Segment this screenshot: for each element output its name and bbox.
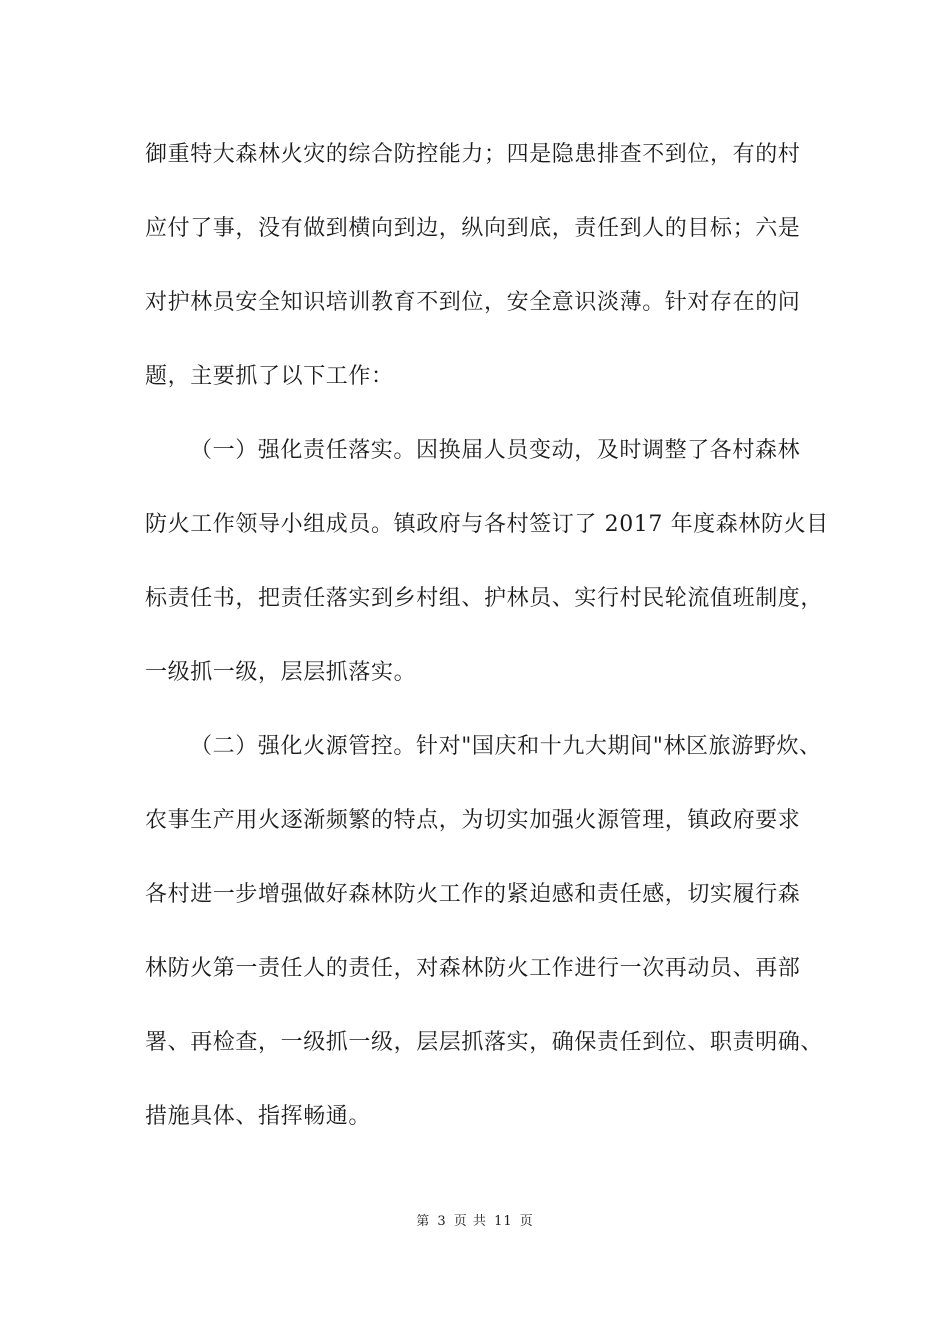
text-line: 应付了事，没有做到横向到边，纵向到底，责任到人的目标；六是 xyxy=(145,216,801,241)
text-line: 防火工作领导小组成员。镇政府与各村签订了 2017 年度森林防火目 xyxy=(145,512,829,537)
text-line: 标责任书，把责任落实到乡村组、护林员、实行村民轮流值班制度， xyxy=(145,586,824,611)
text-line: 农事生产用火逐渐频繁的特点，为切实加强火源管理，镇政府要求 xyxy=(145,808,801,833)
total-pages-number: 11 xyxy=(494,1214,513,1229)
text-line: 对护林员安全知识培训教育不到位，安全意识淡薄。针对存在的问 xyxy=(145,290,801,315)
page-label-suffix: 页 xyxy=(519,1214,534,1229)
section-two-heading-line: （二）强化火源管控。针对"国庆和十九大期间"林区旅游野炊、 xyxy=(190,734,822,759)
text-line: 御重特大森林火灾的综合防控能力；四是隐患排查不到位，有的村 xyxy=(145,142,801,167)
page-footer xyxy=(0,1210,950,1229)
current-page-number: 3 xyxy=(437,1214,447,1229)
document-body xyxy=(145,128,835,1164)
page-label-middle: 页 共 xyxy=(453,1214,487,1229)
text-line: 题，主要抓了以下工作： xyxy=(145,364,394,389)
text-line: 林防火第一责任人的责任，对森林防火工作进行一次再动员、再部 xyxy=(145,956,801,981)
text-line: 署、再检查，一级抓一级，层层抓落实，确保责任到位、职责明确、 xyxy=(145,1030,824,1055)
text-line: 一级抓一级，层层抓落实。 xyxy=(145,660,417,685)
section-one-heading-line: （一）强化责任落实。因换届人员变动，及时调整了各村森林 xyxy=(190,438,801,463)
text-line: 各村进一步增强做好森林防火工作的紧迫感和责任感，切实履行森 xyxy=(145,882,801,907)
text-line: 措施具体、指挥畅通。 xyxy=(145,1104,372,1129)
page-label-prefix: 第 xyxy=(416,1214,431,1229)
